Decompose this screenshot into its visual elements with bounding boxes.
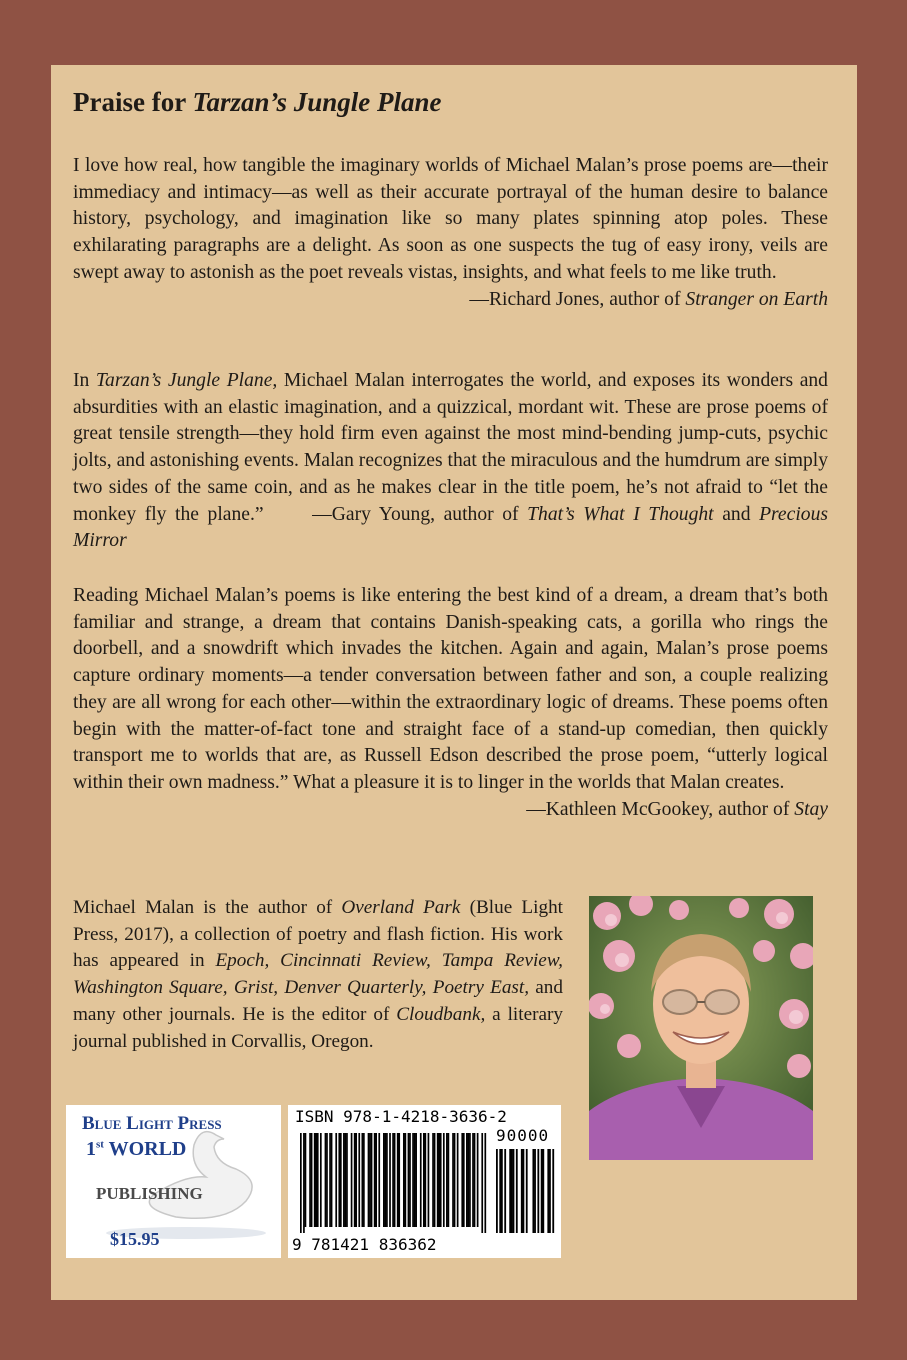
barcode-bar (354, 1133, 356, 1227)
barcode-bar (346, 1133, 348, 1227)
barcode-bar (325, 1133, 327, 1227)
barcode-bar (443, 1133, 445, 1227)
barcode-bar (305, 1133, 307, 1227)
barcode-bar (375, 1133, 377, 1227)
barcode-bar (468, 1133, 470, 1227)
barcode-addon-bar (552, 1149, 554, 1233)
barcode-bar (481, 1133, 483, 1233)
author-photo (589, 896, 813, 1160)
barcode-bar (457, 1133, 459, 1227)
barcode-addon-bar (516, 1149, 518, 1233)
blurb-2-attribution: —Gary Young, author of That’s What I Thought and Precious Mirror (73, 503, 828, 552)
barcode-bar (392, 1133, 394, 1227)
barcode-bar (474, 1133, 476, 1227)
barcode-bar (311, 1133, 313, 1227)
barcode-addon-bar (534, 1149, 536, 1233)
barcode-bar (405, 1133, 407, 1227)
barcode-bar (383, 1133, 385, 1227)
barcode-bar (329, 1133, 331, 1227)
barcode-bar (320, 1133, 322, 1227)
isbn-digits: 9 781421 836362 (292, 1235, 437, 1254)
barcode-bar (414, 1133, 416, 1227)
barcode-addon-bar (523, 1149, 525, 1233)
barcode-addon-bar (532, 1149, 534, 1233)
barcode-bar (484, 1133, 486, 1233)
back-cover-panel (51, 65, 857, 1300)
barcode-bar (423, 1133, 425, 1227)
barcode-bar (378, 1133, 380, 1227)
barcode-bars (288, 1125, 561, 1235)
blurb-2: In Tarzan’s Jungle Plane, Michael Malan interrogates the world, and exposes its wonders and absurdities with an elastic imagination, and a quizzical, mordant wit. These are prose poems of great tensile strength—they hold firm even against the most mind-bending jump-cuts, psychic jolts, and astonishing events. Malan recognizes that the miraculous and the humdrum are simply two sides of the same coin, and as he makes clear in the title poem, he’s not afraid to “let the monkey fly the plane.” —Gary Young, author of That’s What I Thought and Precious Mirror (73, 370, 828, 552)
barcode-bar (361, 1133, 363, 1227)
barcode-addon-bar (501, 1149, 503, 1233)
barcode-bar (412, 1133, 414, 1227)
barcode-bar (386, 1133, 388, 1227)
barcode-bar (425, 1133, 427, 1227)
barcode-bar (369, 1133, 371, 1227)
barcode-bar (448, 1133, 450, 1227)
barcode-addon-bar (511, 1149, 513, 1233)
barcode-bar (374, 1133, 376, 1227)
publisher-logo (66, 1105, 281, 1258)
barcode-bar (340, 1133, 342, 1227)
barcode-bar (446, 1133, 448, 1227)
barcode-bar (363, 1133, 365, 1227)
barcode-bar (477, 1133, 479, 1227)
isbn-addon: 90000 (496, 1126, 550, 1145)
barcode-addon-bar (537, 1149, 539, 1233)
blurb-3-attribution: —Kathleen McGookey, author of Stay (526, 798, 828, 820)
barcode-bar (472, 1133, 474, 1227)
barcode-addon-bar (513, 1149, 515, 1233)
barcode-bar (461, 1133, 463, 1227)
barcode-addon-bar (496, 1149, 498, 1233)
barcode-bar (315, 1133, 317, 1227)
barcode-bar (432, 1133, 434, 1227)
barcode-bar (335, 1133, 337, 1227)
author-portrait-illustration (589, 896, 813, 1160)
barcode-bar (326, 1133, 328, 1227)
price: $15.95 (110, 1229, 160, 1249)
barcode-bar (415, 1133, 417, 1227)
blurb-1: I love how real, how tangible the imaginary worlds of Michael Malan’s prose poems are—their immediacy and intimacy—as well as their accurate portrayal of the human desire to balance history, psychology, and imagination like so many plates spinning atop poles. These exhilarating paragraphs are a delight. As soon as one suspects the tug of easy irony, veils are swept away to astonish as the poet reveals vistas, insights, and what feels to me like truth. —Richard Jones, author of Stranger on Earth (73, 153, 828, 313)
barcode-bar (409, 1133, 411, 1227)
barcode-addon-bar (526, 1149, 528, 1233)
barcode-bar (397, 1133, 399, 1227)
barcode-bar (309, 1133, 311, 1227)
barcode-bar (454, 1133, 456, 1227)
blurb-1-attribution: —Richard Jones, author of Stranger on Earth (469, 288, 828, 310)
barcode-addon-bar (504, 1149, 506, 1233)
barcode-bar (408, 1133, 410, 1227)
barcode-bar (394, 1133, 396, 1227)
barcode-bar (314, 1133, 316, 1227)
barcode-bar (469, 1133, 471, 1227)
barcode-bar (463, 1133, 465, 1227)
barcode-bar (398, 1133, 400, 1227)
publisher-world: 1st WORLD (86, 1138, 187, 1160)
isbn-barcode (288, 1105, 561, 1258)
barcode-bar (331, 1133, 333, 1227)
barcode-bar (452, 1133, 454, 1227)
barcode-bar (358, 1133, 360, 1227)
barcode-addon-bar (521, 1149, 523, 1233)
barcode-addon-bar (542, 1149, 544, 1233)
publisher-publishing: PUBLISHING (96, 1184, 203, 1203)
barcode-bar (466, 1133, 468, 1227)
barcode-bar (368, 1133, 370, 1227)
barcode-addon-bar (541, 1149, 543, 1233)
barcode-bar (438, 1133, 440, 1227)
barcode-bar (389, 1133, 391, 1227)
barcode-addon-bar (499, 1149, 501, 1233)
barcode-bar (440, 1133, 442, 1227)
barcode-bar (385, 1133, 387, 1227)
barcode-bar (345, 1133, 347, 1227)
barcode-bar (303, 1133, 305, 1233)
barcode-bar (403, 1133, 405, 1227)
isbn-text: ISBN 978-1-4218-3636-2 (295, 1107, 507, 1126)
blurb-3: Reading Michael Malan’s poems is like entering the best kind of a dream, a dream that’s both familiar and strange, a dream that contains Danish-speaking cats, a gorilla who rings the doorbell, and a snowdrift which invades the kitchen. Again and again, Malan’s prose poems capture ordinary moments—a tender conversation between father and son, a couple realizing they are all wrong for each other—within the extraordinary logic of dreams. These poems often begin with the matter-of-fact tone and straight face of a stand-up comedian, then quickly transport me to worlds that are, as Russell Edson described the prose poem, “utterly logical within their own madness.” What a pleasure it is to linger in the worlds that Malan creates. —Kathleen McGookey, author of Stay (73, 583, 828, 823)
barcode-bar (428, 1133, 430, 1227)
barcode-addon-bar (509, 1149, 511, 1233)
barcode-bar (317, 1133, 319, 1227)
author-bio: Michael Malan is the author of Overland Park (Blue Light Press, 2017), a collection of poetry and flash fiction. His work has appeared in Epoch, Cincinnati Review, Tampa Review, Washington Square, Grist, Denver Quarterly, Poetry East, and many other journals. He is the editor of Cloudbank, a literary journal published in Corvallis, Oregon. (73, 897, 563, 1052)
barcode-bar (351, 1133, 353, 1227)
barcode-bar (371, 1133, 373, 1227)
barcode-bar (343, 1133, 345, 1227)
barcode-addon-bar (549, 1149, 551, 1233)
barcode-bar (355, 1133, 357, 1227)
barcode-addon-bar (547, 1149, 549, 1233)
barcode-bar (420, 1133, 422, 1227)
publisher-name: Blue Light Press (82, 1113, 222, 1134)
barcode-bar (300, 1133, 302, 1233)
barcode-bar (434, 1133, 436, 1227)
barcode-bar (338, 1133, 340, 1227)
praise-heading: Praise for Tarzan’s Jungle Plane (73, 87, 442, 117)
barcode-bar (437, 1133, 439, 1227)
